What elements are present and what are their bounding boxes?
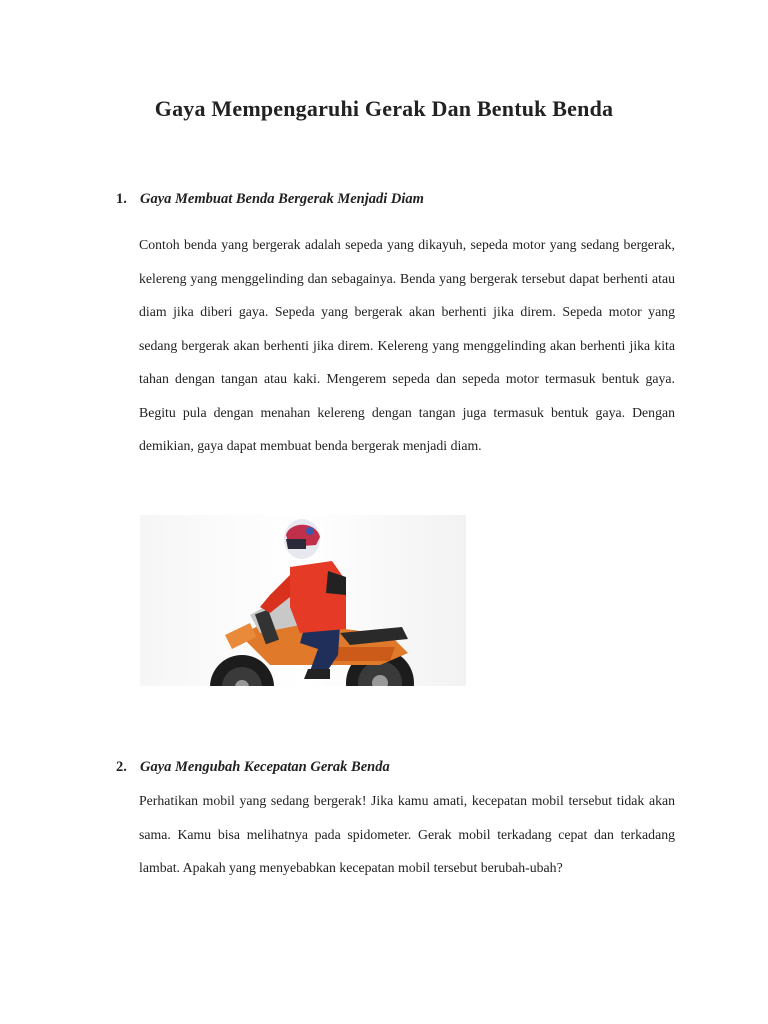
section-1-number: 1. bbox=[116, 191, 127, 207]
section-2-heading-text: Gaya Mengubah Kecepatan Gerak Benda bbox=[140, 759, 390, 775]
motorcycle-rider-photo bbox=[140, 515, 466, 686]
section-2-number: 2. bbox=[116, 759, 127, 775]
page-title: Gaya Mempengaruhi Gerak Dan Bentuk Benda bbox=[154, 96, 614, 121]
section-1-heading bbox=[116, 191, 424, 208]
section-1-heading-text: Gaya Membuat Benda Bergerak Menjadi Diam bbox=[140, 191, 424, 207]
section-2-heading bbox=[116, 759, 390, 776]
section-1-paragraph: Contoh benda yang bergerak adalah sepeda yang dikayuh, sepeda motor yang sedang bergerak, kelereng yang menggelinding dan sebagainya. Benda yang bergerak tersebut dapat berhenti atau diam jika diberi gaya. Sepeda yang bergerak akan berhenti jika direm. Sepeda motor yang sedang bergerak akan berhenti jika direm. Kelereng yang menggelinding akan berhenti jika kita tahan dengan tangan atau kaki. Mengerem sepeda dan sepeda motor termasuk bentuk gaya. Begitu pula dengan menahan kelereng dengan tangan juga termasuk bentuk gaya. Dengan demikian, gaya dapat membuat benda bergerak menjadi diam. bbox=[139, 237, 675, 453]
section-2-paragraph: Perhatikan mobil yang sedang bergerak! Jika kamu amati, kecepatan mobil tersebut tidak akan sama. Kamu bisa melihatnya pada spidometer. Gerak mobil terkadang cepat dan terkadang lambat. Apakah yang menyebabkan kecepatan mobil tersebut berubah-ubah? bbox=[139, 793, 675, 875]
